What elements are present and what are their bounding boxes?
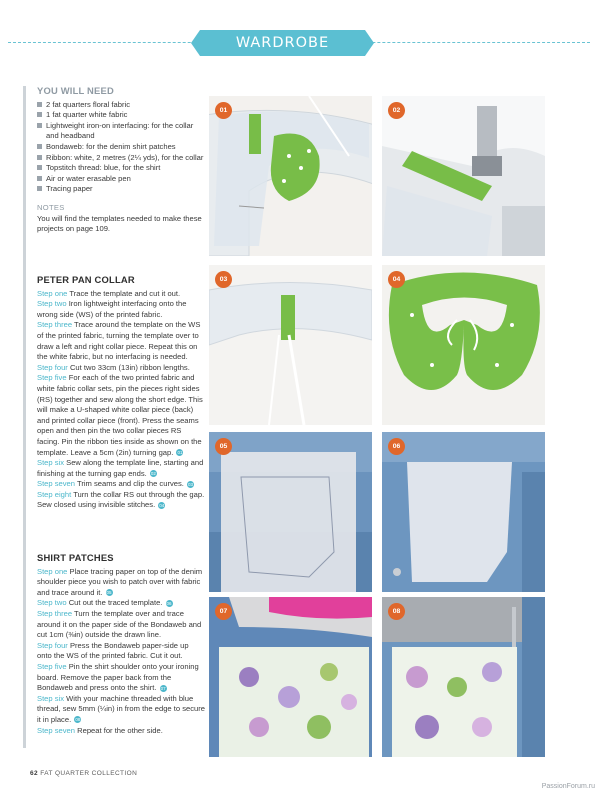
- watermark: PassionForum.ru: [541, 783, 595, 790]
- instruction-step: [37, 567, 205, 599]
- photo-02-sewing-machine: [382, 96, 545, 256]
- materials-item: 2 fat quarters floral fabric: [37, 100, 205, 111]
- step-label: Step seven: [37, 725, 75, 735]
- cut-template-illustration: [382, 432, 545, 592]
- patches-steps: [37, 567, 205, 737]
- step-label: Step one: [37, 288, 68, 298]
- step-badge: 08: [388, 603, 405, 620]
- materials-item: Bondaweb: for the denim shirt patches: [37, 142, 205, 153]
- instruction-step: [37, 299, 205, 320]
- step-label: Step six: [37, 693, 65, 703]
- instruction-step: [37, 662, 205, 694]
- instruction-step: [37, 289, 205, 300]
- tracing-shoulder-illustration: [209, 432, 372, 592]
- photo-ref-badge: 08: [75, 717, 81, 723]
- step-text: Place tracing paper on top of the denim shoulder piece you wish to patch over with fabric and trace around it.: [37, 566, 203, 597]
- step-label: Step six: [37, 458, 65, 468]
- collar-steps: [37, 289, 205, 511]
- step-text: Sew along the template line, starting and finishing at the turning gap ends.: [37, 458, 204, 478]
- materials-item: Tracing paper: [37, 184, 205, 195]
- step-label: Step five: [37, 373, 67, 383]
- step-label: Step two: [37, 598, 67, 608]
- step-text: Cut out the traced template.: [68, 598, 163, 608]
- step-badge: 01: [215, 102, 232, 119]
- sidebar-rule: [23, 86, 26, 748]
- step-text: Trace the template and cut it out.: [69, 288, 181, 298]
- instruction-step: [37, 609, 205, 641]
- step-label: Step two: [37, 299, 67, 309]
- photo-01-collar-pinned: [209, 96, 372, 256]
- page-number: 62: [30, 770, 39, 777]
- photo-07-ironing-patch: [209, 597, 372, 757]
- step-text: Iron lightweight interfacing onto the wrong side (WS) of the printed fabric.: [37, 299, 187, 319]
- materials-list: [37, 100, 205, 195]
- photo-ref-badge: 06: [166, 600, 172, 606]
- materials-item: Air or water erasable pen: [37, 174, 205, 185]
- instruction-step: [37, 320, 205, 362]
- page-footer: [30, 770, 137, 777]
- materials-item: Ribbon: white, 2 metres (2¼ yds), for the collar: [37, 153, 205, 164]
- you-will-need-title: YOU WILL NEED: [37, 85, 114, 96]
- photo-ref-badge: 02: [150, 471, 156, 477]
- step-label: Step seven: [37, 479, 75, 489]
- collar-pinned-illustration: [209, 96, 372, 256]
- step-badge: 06: [388, 438, 405, 455]
- you-will-need-box: [37, 86, 205, 235]
- magazine-name: FAT QUARTER COLLECTION: [40, 770, 138, 777]
- collar-title: PETER PAN COLLAR: [37, 274, 135, 285]
- notes-title: NOTES: [37, 202, 65, 212]
- materials-item: Topstitch thread: blue, for the shirt: [37, 163, 205, 174]
- photo-ref-badge: 05: [106, 590, 112, 596]
- trimmed-collar-illustration: [209, 265, 372, 425]
- step-text: For each of the two printed fabric and white fabric collar sets, pin the pieces right sides (RS) together and sew along the short edge. This will make a U-shaped white collar piece (back) and printed collar piece (front). Press the seams open and then pin the two collar pieces RS facing. Pin the ribbon ties inside as shown on the template. Leave a 5cm (2in) turning gap.: [37, 373, 203, 457]
- photo-ref-badge: 04: [159, 502, 165, 508]
- step-label: Step three: [37, 320, 73, 330]
- step-badge: 02: [388, 102, 405, 119]
- instruction-step: [37, 479, 205, 490]
- step-badge: 03: [215, 271, 232, 288]
- photo-06-cut-template: [382, 432, 545, 592]
- sewing-machine-illustration: [382, 96, 545, 256]
- instruction-step: [37, 458, 205, 479]
- patches-title: SHIRT PATCHES: [37, 552, 114, 563]
- notes-text: You will find the templates needed to make these projects on page 109.: [37, 213, 202, 234]
- instruction-step: [37, 363, 205, 374]
- photo-ref-badge: 07: [160, 685, 166, 691]
- materials-item: 1 fat quarter white fabric: [37, 110, 205, 121]
- instruction-step: [37, 373, 205, 458]
- photo-04-finished-collar: [382, 265, 545, 425]
- step-text: Press the Bondaweb paper-side up onto the WS of the printed fabric. Cut it out.: [37, 640, 189, 661]
- finished-collar-illustration: [382, 265, 545, 425]
- step-label: Step three: [37, 608, 73, 618]
- banner-title: WARDROBE UPDATES: [200, 30, 365, 56]
- step-text: Turn the collar RS out through the gap. Sew closed using invisible stitches.: [37, 489, 205, 510]
- step-text: With your machine threaded with blue thread, sew 5mm (¼in) in from the edge to secure it in place.: [37, 693, 205, 724]
- step-text: Pin the shirt shoulder onto your ironing board. Remove the paper back from the Bondaweb and press onto the shirt.: [37, 661, 199, 693]
- step-label: Step one: [37, 566, 68, 576]
- collar-instructions: [37, 275, 205, 511]
- patches-instructions: [37, 553, 205, 736]
- instruction-step: [37, 598, 205, 609]
- photo-ref-badge: 01: [177, 450, 183, 455]
- instruction-step: [37, 726, 205, 737]
- photo-03-trimmed-collar: [209, 265, 372, 425]
- step-label: Step eight: [37, 489, 72, 499]
- photo-05-tracing-shoulder: [209, 432, 372, 592]
- section-banner: [0, 30, 600, 77]
- step-badge: 04: [388, 271, 405, 288]
- step-label: Step five: [37, 661, 67, 671]
- instruction-step: [37, 694, 205, 726]
- step-label: Step four: [37, 362, 68, 372]
- step-text: Cut two 33cm (13in) ribbon lengths.: [69, 362, 190, 372]
- step-text: Trace around the template on the WS of the printed fabric, turning the template over to draw a left and right collar piece. Repeat this on the white fabric, but no interfacing is needed.: [37, 320, 201, 362]
- step-text: Turn the template over and trace around it on the paper side of the Bondaweb and cut 1cm (⅜in) outside the drawn line.: [37, 608, 202, 640]
- step-badge: 05: [215, 438, 232, 455]
- photo-ref-badge: 03: [188, 481, 194, 487]
- step-label: Step four: [37, 640, 68, 650]
- photo-08-sewing-patch: [382, 597, 545, 757]
- step-text: Trim seams and clip the curves.: [76, 479, 184, 489]
- instruction-step: [37, 490, 205, 511]
- ironing-patch-illustration: [209, 597, 372, 757]
- instruction-step: [37, 641, 205, 662]
- sewing-patch-illustration: [382, 597, 545, 757]
- step-badge: 07: [215, 603, 232, 620]
- materials-item: Lightweight iron-on interfacing: for the collar and headband: [37, 121, 205, 142]
- step-text: Repeat for the other side.: [77, 725, 163, 735]
